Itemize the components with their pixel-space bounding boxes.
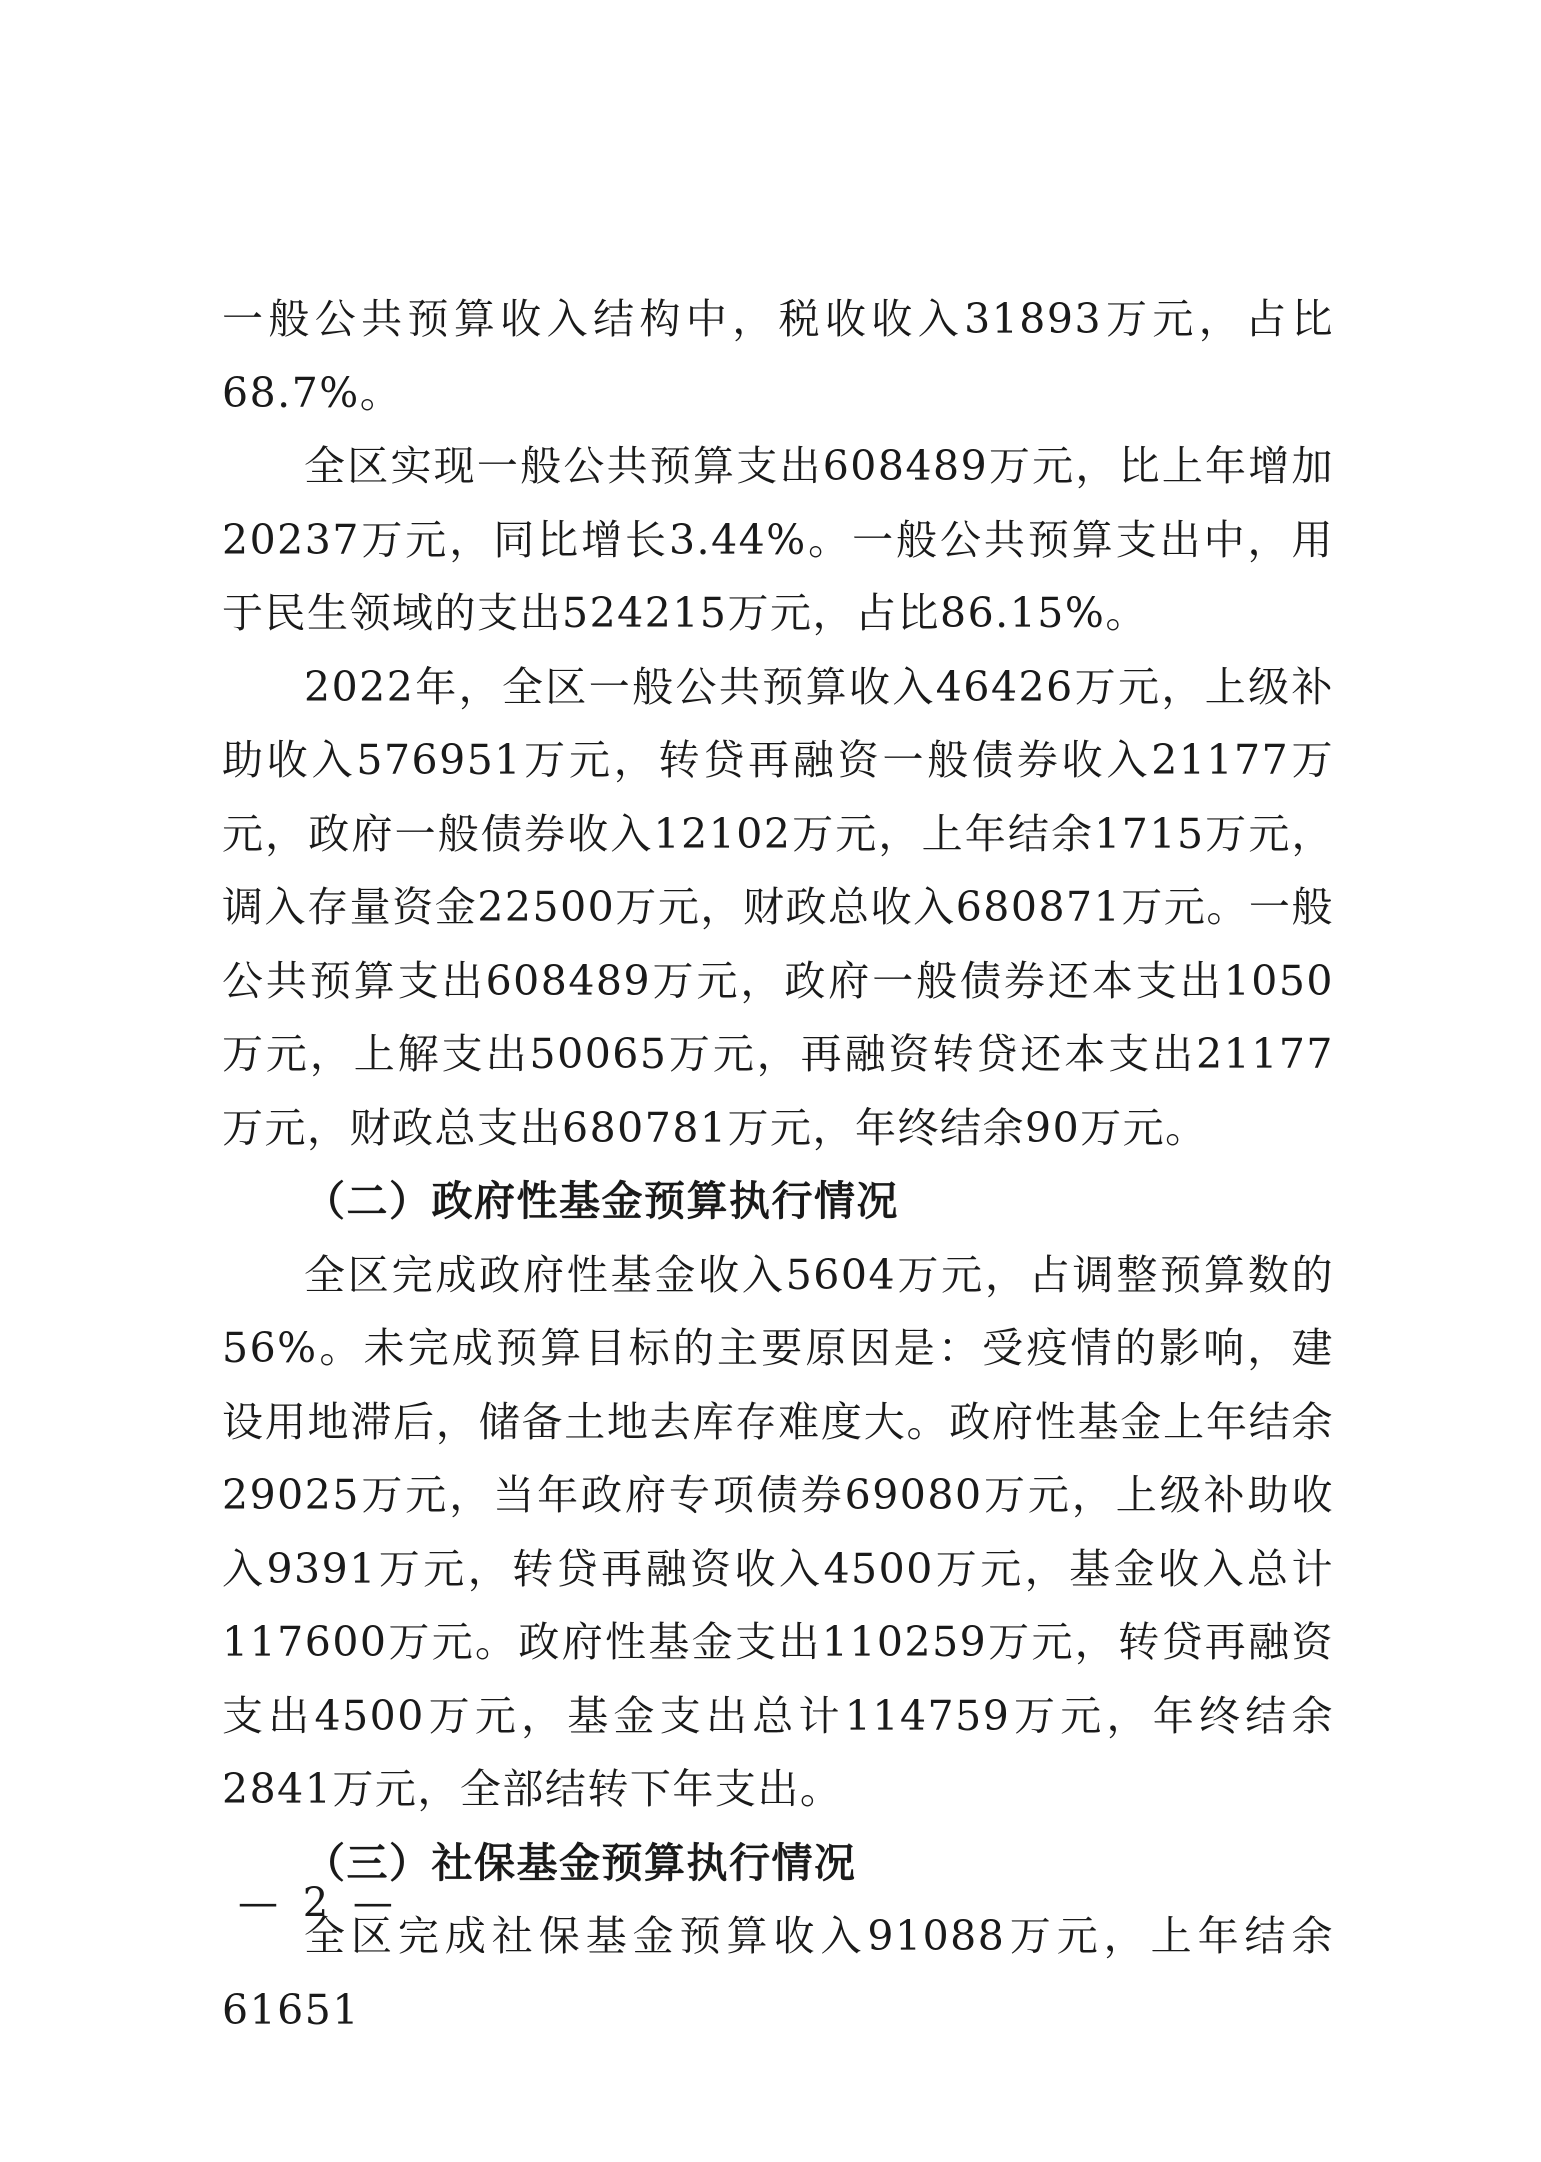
paragraph-2022-fiscal-summary: 2022年，全区一般公共预算收入46426万元，上级补助收入576951万元，转贷再融资一般债券收入21177万元，政府一般债券收入12102万元，上年结余1715万元，调入存量资金22500万元，财政总收入680871万元。一般公共预算支出608489万元，政府一般债券还本支出1050万元，上解支出50065万元，再融资转贷还本支出21177万元，财政总支出680781万元，年终结余90万元。 <box>222 662 1334 1152</box>
document-body <box>222 283 1334 2047</box>
paragraph-social-security-fund-budget: 全区完成社保基金预算收入91088万元，上年结余61651 <box>222 1912 1334 2034</box>
paragraph-government-fund-budget: 全区完成政府性基金收入5604万元，占调整预算数的56%。未完成预算目标的主要原因是：受疫情的影响，建设用地滞后，储备土地去库存难度大。政府性基金上年结余29025万元，当年政府专项债券69080万元，上级补助收入9391万元，转贷再融资收入4500万元，基金收入总计117600万元。政府性基金支出110259万元，转贷再融资支出4500万元，基金支出总计114759万元，年终结余2841万元，全部结转下年支出。 <box>222 1250 1334 1813</box>
paragraph-general-budget-revenue-structure: 一般公共预算收入结构中，税收收入31893万元，占比68.7%。 <box>222 295 1334 417</box>
page-number: — 2 — <box>238 1880 399 1926</box>
paragraph-general-budget-expenditure: 全区实现一般公共预算支出608489万元，比上年增加20237万元，同比增长3.44%。一般公共预算支出中，用于民生领域的支出524215万元，占比86.15%。 <box>222 442 1334 637</box>
section-heading-government-fund-budget: （二）政府性基金预算执行情况 <box>304 1177 899 1225</box>
section-heading-social-security-fund-budget: （三）社保基金预算执行情况 <box>304 1838 857 1887</box>
